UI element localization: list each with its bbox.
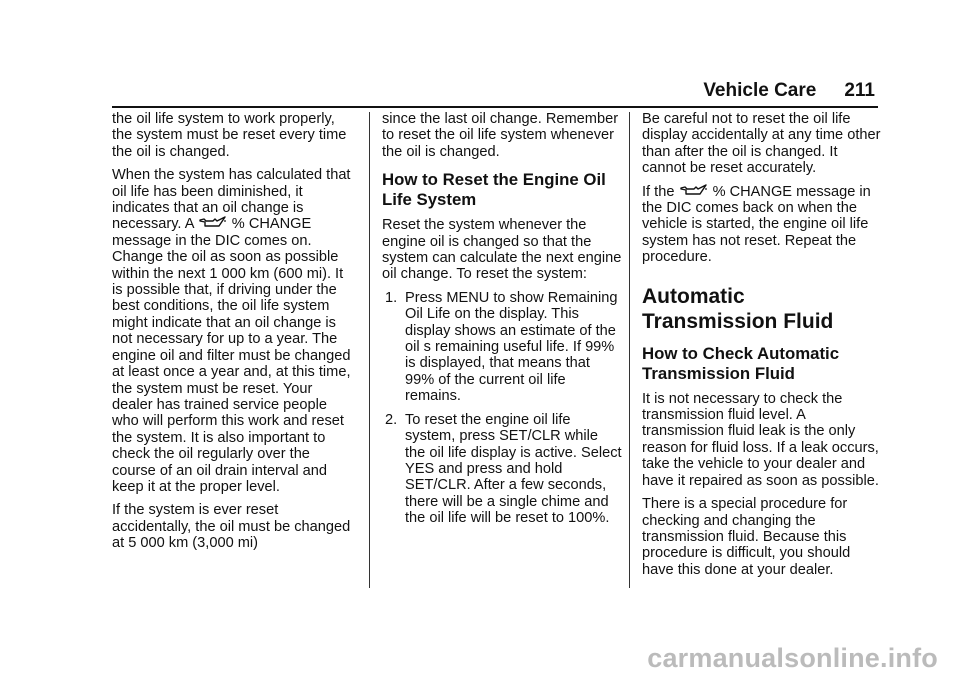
paragraph-oil-change-message — [112, 167, 352, 495]
paragraph-text: the DIC comes back on when the vehicle is started, the engine oil life system has not reset. Repeat the procedure. — [642, 200, 869, 266]
paragraph: There is a special procedure for checking and changing the transmission fluid. Because this procedure is difficult, you should have this done at your dealer. — [642, 496, 851, 578]
paragraph: It is not necessary to check the transmission fluid level. A transmission fluid leak is the only reason for fluid loss. If a leak occurs, take the vehicle to your dealer and have it repaired as soon as possible. — [642, 390, 879, 489]
step-number: 2. — [385, 411, 398, 428]
paragraph-text: If the — [642, 183, 675, 200]
page-number: 211 — [844, 80, 875, 101]
step-text: Press MENU to show Remaining Oil Life on the display. This display shows an estimate of the oil s remaining useful life. If 99% is displayed, that means that 99% of the current oil life remains. — [405, 289, 618, 405]
oil-can-icon — [199, 216, 227, 229]
header-rule — [112, 106, 878, 108]
list-item — [382, 412, 622, 527]
section-heading: How to Check Automatic Transmission Fluid — [642, 343, 840, 383]
step-number: 1. — [385, 289, 398, 306]
paragraph: If the system is ever reset accidentally, the oil must be changed at 5 000 km (3,000 mi) — [112, 502, 351, 552]
paragraph-oil-change-message — [642, 184, 882, 266]
list-item — [382, 290, 622, 405]
dic-message: % CHANGE — [231, 216, 312, 233]
paragraph: Reset the system whenever the engine oil is changed so that the system can calculate the next engine oil change. To reset the system: — [382, 217, 622, 283]
paragraph-text: When the system has calculated that oil life has been diminished, it indicates that an oil change is necessary. A — [112, 167, 351, 233]
column-2 — [382, 111, 622, 534]
section-title: Vehicle Care — [703, 80, 817, 101]
paragraph: the oil life system to work properly, the system must be reset every time the oil is changed. — [112, 111, 347, 160]
chapter-heading: Automatic Transmission Fluid — [642, 284, 834, 333]
paragraph-text: message in the DIC comes on. Change the oil as soon as possible within the next 1 000 km (600 mi). It is possible that, if driving under the best conditions, the oil life system might indicate that an oil change is not necessary for up to a year. The engine oil and filter must be changed at least once a year and, at this time, the system must be reset. Your dealer has trained service people who will perform this work and reset the system. It is also important to check the oil regularly over the course of an oil drain interval and keep it at the proper level. — [112, 232, 351, 495]
column-1 — [112, 111, 352, 559]
column-divider — [629, 112, 630, 588]
column-divider — [369, 112, 370, 588]
section-heading: How to Reset the Engine Oil Life System — [382, 170, 606, 210]
steps-list — [382, 290, 622, 527]
paragraph: since the last oil change. Remember to reset the oil life system whenever the oil is changed. — [382, 111, 619, 160]
paragraph: Be careful not to reset the oil life display accidentally at any time other than after the oil is changed. It cannot be reset accurately. — [642, 111, 881, 177]
page-header — [703, 80, 875, 102]
oil-can-icon — [680, 184, 708, 197]
dic-message: % CHANGE message in — [712, 183, 871, 200]
step-text: To reset the engine oil life system, press SET/CLR while the oil life display is active. Select YES and press and hold SET/CLR. After a few seconds, there will be a single chime and the oil life will be reset to 100%. — [405, 411, 622, 527]
watermark: carmanualsonline.info — [647, 643, 938, 673]
column-3 — [642, 111, 882, 585]
